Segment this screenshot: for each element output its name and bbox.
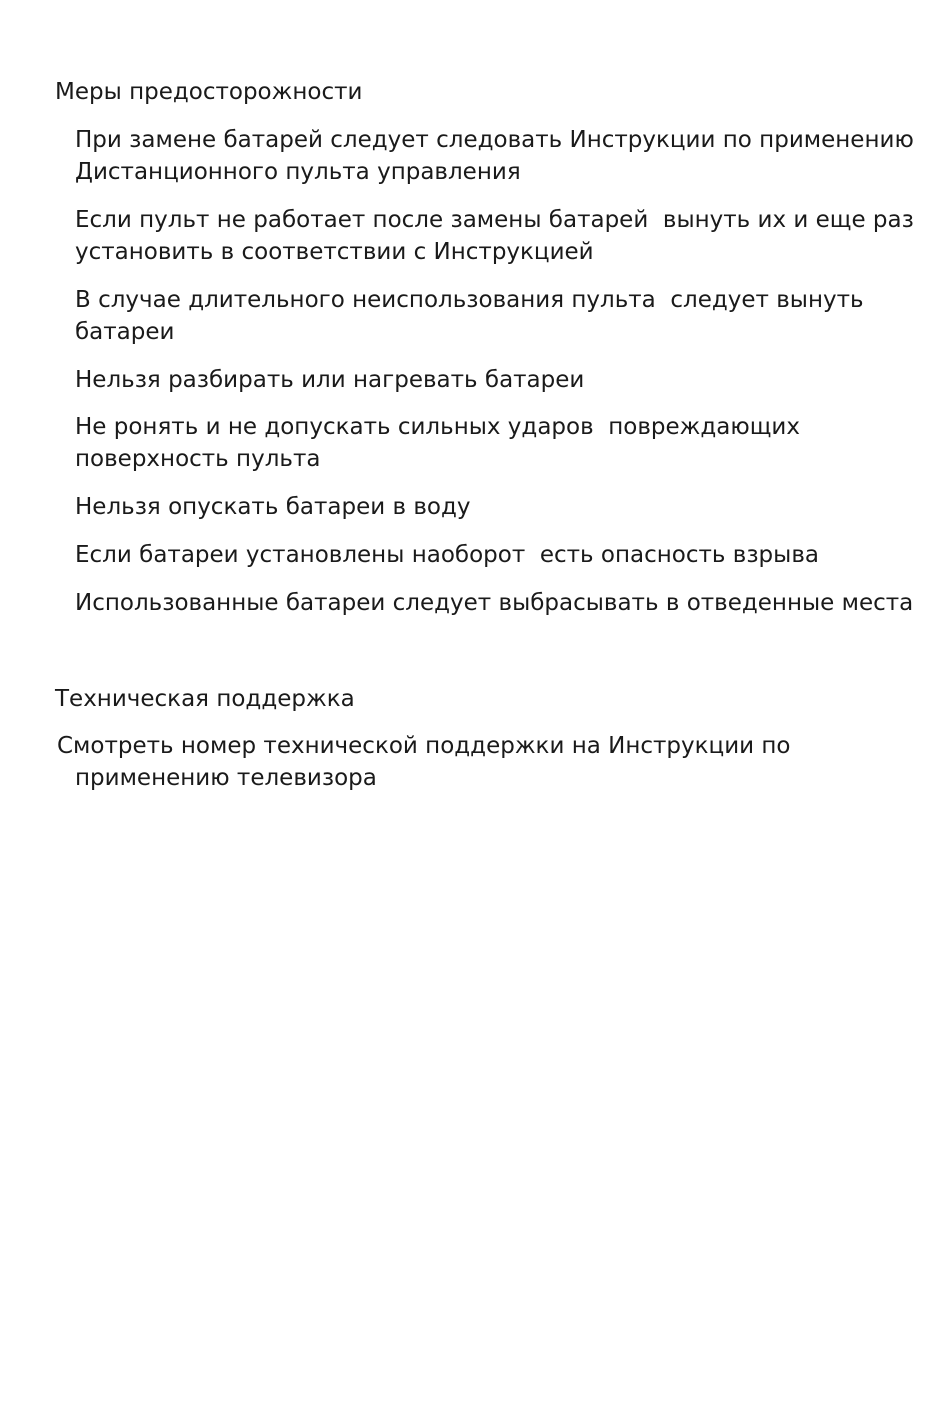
precaution-item	[75, 364, 945, 396]
support-text	[57, 730, 857, 794]
precaution-item	[75, 124, 945, 188]
support-heading: Техническая поддержка	[55, 686, 355, 712]
precaution-item	[75, 284, 945, 348]
precaution-item-line: установить в соответствии с Инструкцией	[75, 239, 594, 265]
precaution-item	[75, 539, 945, 571]
precaution-item-line: Нельзя разбирать или нагревать батареи	[75, 367, 585, 393]
precaution-item	[75, 204, 945, 268]
precautions-heading: Меры предосторожности	[55, 79, 363, 105]
precaution-item-line: Если батареи установлены наоборот есть опасность взрыва	[75, 542, 819, 568]
precaution-item-line: В случае длительного неиспользования пульта следует вынуть	[75, 287, 864, 313]
precaution-item-line: Нельзя опускать батареи в воду	[75, 494, 471, 520]
precaution-item-line: Использованные батареи следует выбрасывать в отведенные места	[75, 590, 914, 616]
precaution-item-line: При замене батарей следует следовать Инструкции по применению	[75, 127, 914, 153]
precaution-item-line: Не ронять и не допускать сильных ударов повреждающих	[75, 414, 800, 440]
support-text-line: Смотреть номер технической поддержки на Инструкции по	[57, 733, 791, 759]
precaution-item-line: поверхность пульта	[75, 446, 321, 472]
precaution-item-line: Если пульт не работает после замены батарей вынуть их и еще раз	[75, 207, 914, 233]
precaution-item-line: Дистанционного пульта управления	[75, 159, 521, 185]
precaution-item	[75, 411, 945, 475]
support-text-line: применению телевизора	[75, 765, 377, 791]
precaution-item	[75, 491, 945, 523]
precaution-item-line: батареи	[75, 319, 175, 345]
precaution-item	[75, 587, 945, 619]
